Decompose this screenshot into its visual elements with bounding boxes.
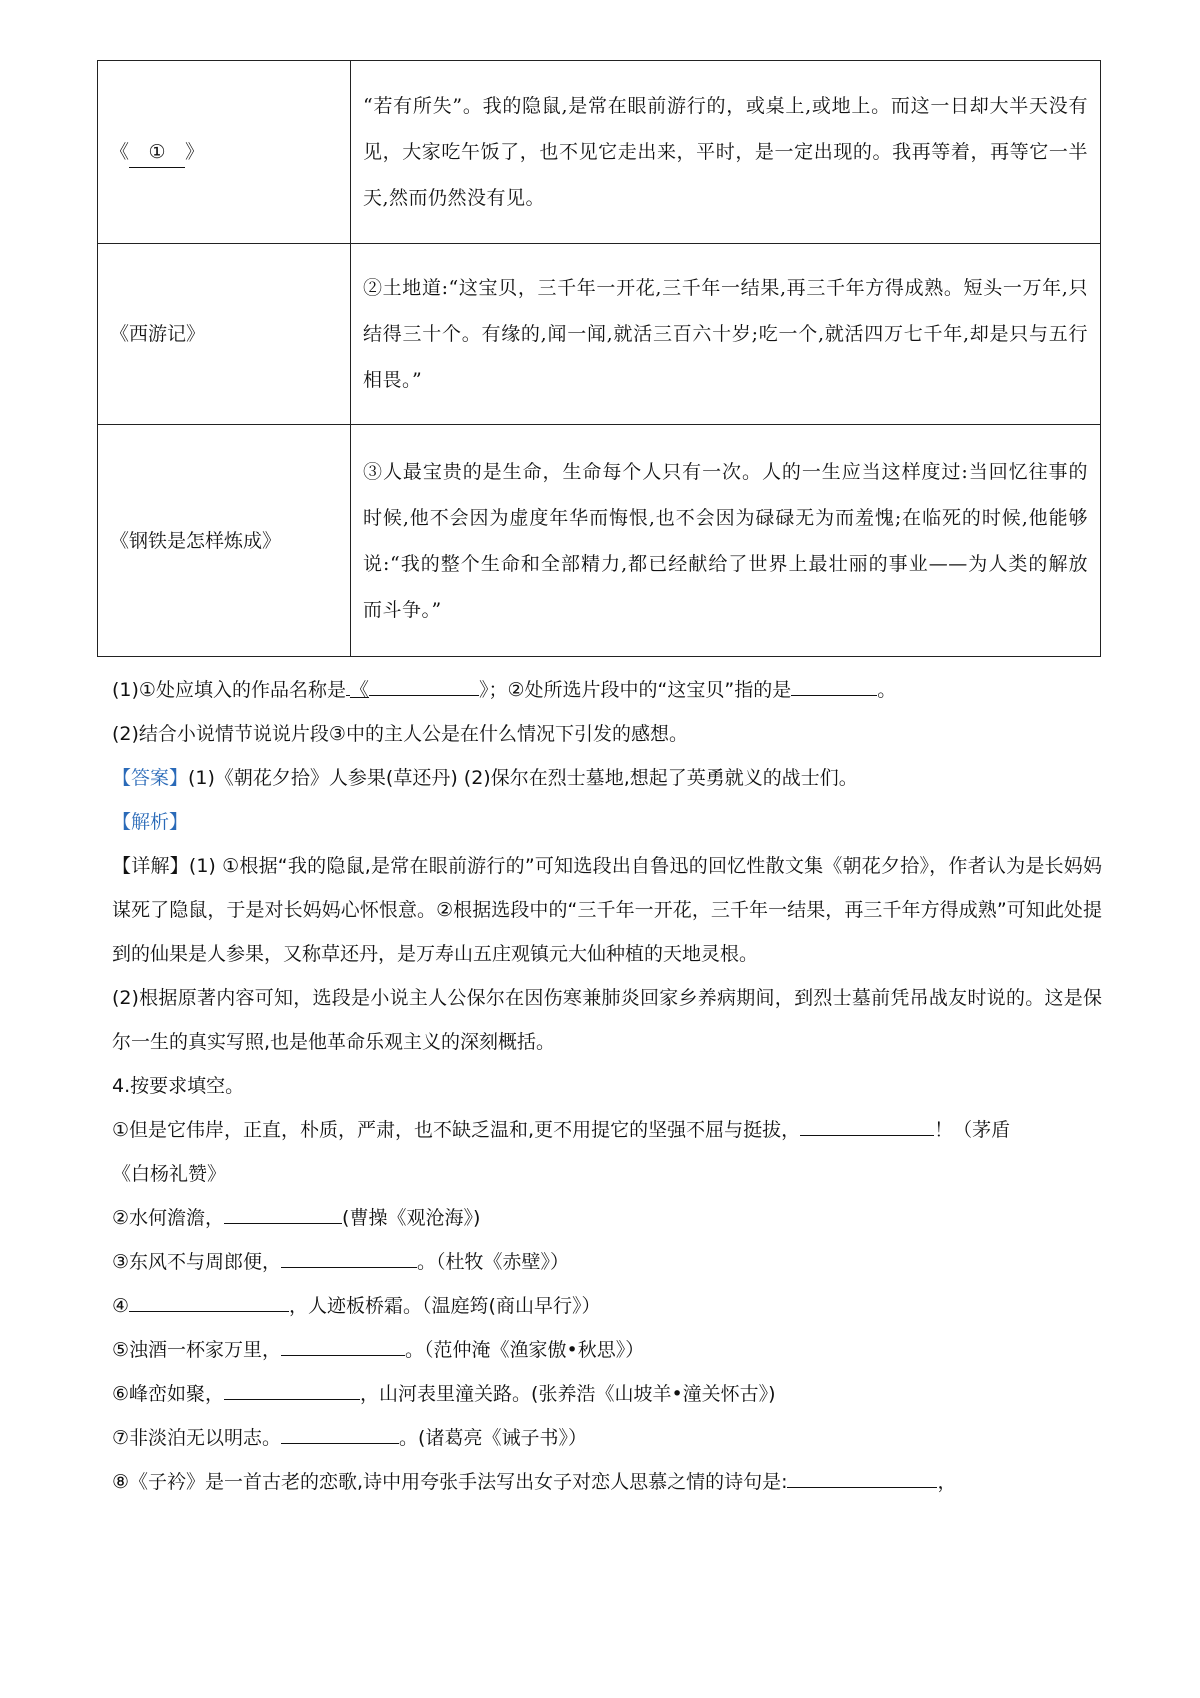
fill-item-7: ⑦非淡泊无以明志。 。(诸葛亮《诫子书》）	[112, 1416, 1102, 1460]
excerpt-text-cell: ③人最宝贵的是生命，生命每个人只有一次。人的一生应当这样度过:当回忆往事的时候,他不会因为虚度年华而悔恨,也不会因为碌碌无为而羞愧;在临死的时候,他能够说:“我的整个生命和全部精力,都已经献给了世界上最壮丽的事业——为人类的解放而斗争。”	[351, 425, 1101, 657]
title-close: 》	[185, 141, 205, 163]
work-title-cell: 《西游记》	[98, 244, 351, 425]
answer-line	[112, 756, 1102, 800]
excerpt-text-cell: “若有所失”。我的隐鼠,是常在眼前游行的，或桌上,或地上。而这一日却大半天没有见，大家吃午饭了，也不见它走出来，平时，是一定出现的。我再等着，再等它一半天,然而仍然没有见。	[351, 61, 1101, 244]
fill-item-6: ⑥峰峦如聚， ，山河表里潼关路。(张养浩《山坡羊•潼关怀古》)	[112, 1372, 1102, 1416]
analysis-label: 【解析】	[112, 811, 189, 833]
detail-paragraph-2: (2)根据原著内容可知，选段是小说主人公保尔在因伤寒兼肺炎回家乡养病期间，到烈士墓前凭吊战友时说的。这是保尔一生的真实写照,也是他革命乐观主义的深刻概括。	[112, 987, 1102, 1053]
title-blank: ①	[129, 137, 185, 168]
question-4-heading: 4.按要求填空。	[112, 1075, 245, 1097]
fill-item-1-source: 《白杨礼赞》	[112, 1163, 227, 1185]
answer-blank[interactable]	[281, 1245, 417, 1268]
answer-text: (1)《朝花夕拾》人参果(草还丹) (2)保尔在烈士墓地,想起了英勇就义的战士们。	[188, 767, 858, 789]
question-1: (1)①处应填入的作品名称是 《 》；②处所选片段中的“这宝贝”指的是 。	[112, 668, 1102, 712]
answer-blank[interactable]	[800, 1113, 934, 1136]
excerpt-text-cell: ②土地道:“这宝贝，三千年一开花,三千年一结果,再三千年方得成熟。短头一万年,只结得三十个。有缘的,闻一闻,就活三百六十岁;吃一个,就活四万七千年,却是只与五行相畏。”	[351, 244, 1101, 425]
fill-item-5: ⑤浊酒一杯家万里， 。（范仲淹《渔家傲•秋思》）	[112, 1328, 1102, 1372]
fill-item-4: ④ ，人迹板桥霜。（温庭筠(商山早行》）	[112, 1284, 1102, 1328]
answer-blank[interactable]	[281, 1421, 399, 1444]
answer-blank[interactable]	[369, 673, 479, 696]
table-row	[98, 61, 1101, 244]
fill-item-1: ①但是它伟岸，正直，朴质，严肃，也不缺乏温和,更不用提它的坚强不屈与挺拔， ！（茅盾	[112, 1108, 1102, 1152]
question-2: (2)结合小说情节说说片段③中的主人公是在什么情况下引发的感想。	[112, 723, 688, 745]
answer-blank[interactable]	[281, 1333, 405, 1356]
answer-label: 【答案】	[112, 767, 189, 789]
detail-paragraph-1: 【详解】(1) ①根据“我的隐鼠,是常在眼前游行的”可知选段出自鲁迅的回忆性散文集《朝花夕拾》，作者认为是长妈妈谋死了隐鼠，于是对长妈妈心怀恨意。②根据选段中的“三千年一开花，三千年一结果，再三千年方得成熟”可知此处提到的仙果是人参果，又称草还丹，是万寿山五庄观镇元大仙种植的天地灵根。	[112, 855, 1102, 965]
answer-blank[interactable]	[129, 1289, 289, 1312]
table-row	[98, 244, 1101, 425]
work-title-cell	[98, 61, 351, 244]
title-open: 《	[110, 141, 130, 163]
fill-item-2: ②水何澹澹， (曹操《观沧海》)	[112, 1196, 1102, 1240]
answer-blank[interactable]	[791, 673, 877, 696]
table-row	[98, 425, 1101, 657]
fill-item-3: ③东风不与周郎便， 。（杜牧《赤壁》）	[112, 1240, 1102, 1284]
answer-blank[interactable]	[224, 1201, 342, 1224]
answer-blank[interactable]	[787, 1465, 937, 1488]
question-body	[112, 668, 1102, 1504]
work-title-cell: 《钢铁是怎样炼成》	[98, 425, 351, 657]
answer-blank[interactable]	[224, 1377, 360, 1400]
fill-item-8: ⑧《子衿》是一首古老的恋歌,诗中用夸张手法写出女子对恋人思慕之情的诗句是: ，	[112, 1460, 1102, 1504]
works-excerpt-table	[97, 60, 1101, 657]
